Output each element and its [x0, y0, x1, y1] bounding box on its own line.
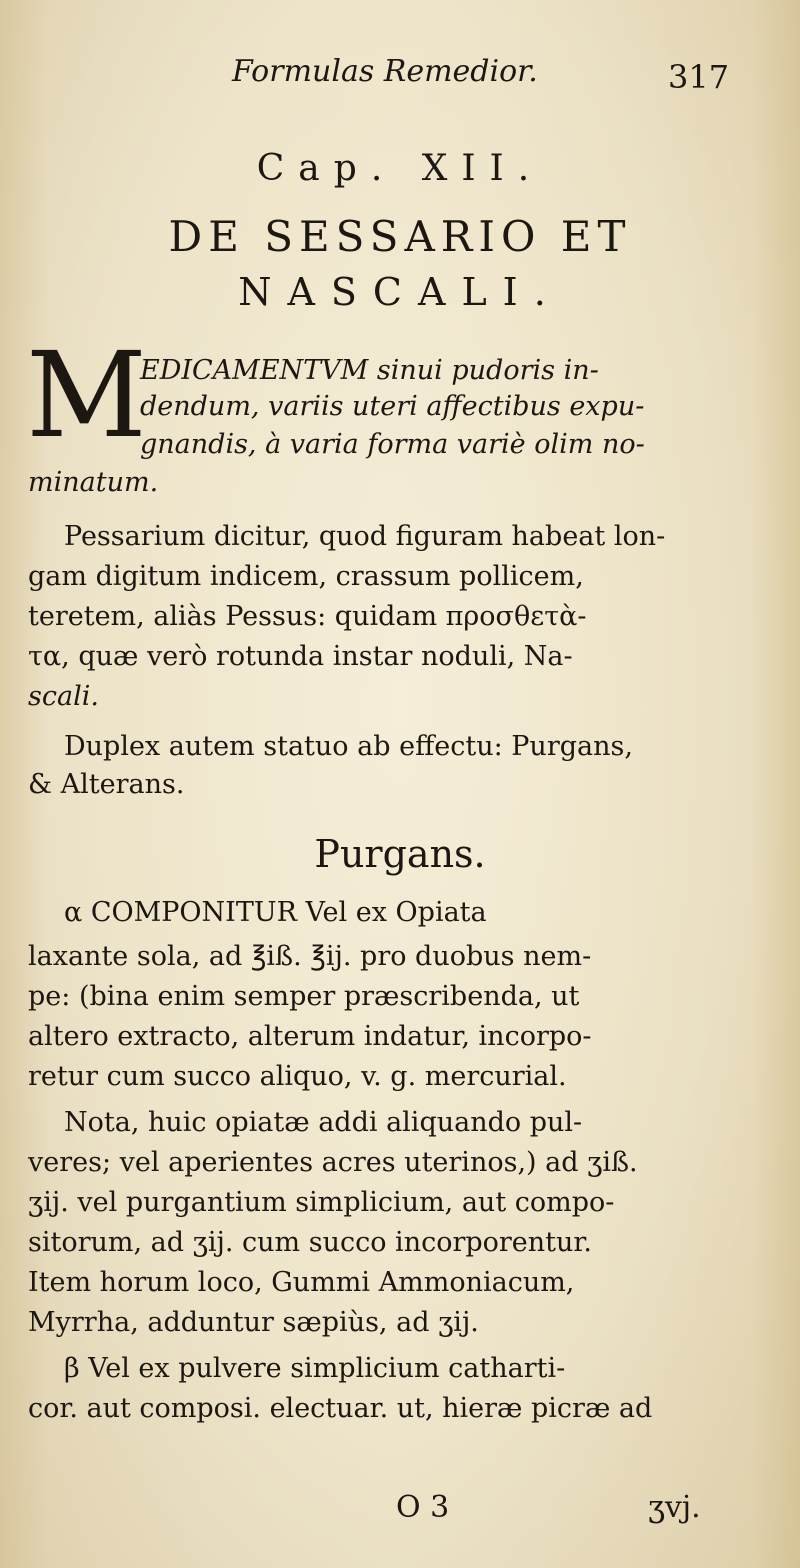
body-line-8: ʒij. vel purgantium simplicium, aut compo-: [28, 1187, 615, 1218]
chapter-title-line-2: NASCALI.: [238, 270, 562, 314]
drop-cap: M: [26, 326, 147, 464]
body-line-6: Nota, huic opiatæ addi aliquando pul-: [64, 1107, 583, 1138]
page-number: 317: [668, 58, 730, 96]
intro-line-3: gnandis, à varia forma variè olim no-: [140, 429, 645, 460]
paragraph1-line-5: scali.: [28, 681, 99, 712]
paragraph1-line-2: gam digitum indicem, crassum pollicem,: [28, 561, 584, 592]
body-line-1: α COMPONITUR Vel ex Opiata: [64, 897, 487, 928]
body-line-3: pe: (bina enim semper præscribenda, ut: [28, 981, 580, 1012]
body-line-12: β Vel ex pulvere simplicium catharti-: [64, 1353, 566, 1384]
paragraph1-line-3: teretem, aliàs Pessus: quidam προσθετὰ-: [28, 601, 587, 632]
body-line-5: retur cum succo aliquo, v. g. mercurial.: [28, 1061, 567, 1092]
chapter-title-line-1: DE SESSARIO ET: [168, 212, 632, 261]
paragraph2-line-2: & Alterans.: [28, 769, 185, 800]
intro-line-1: EDICAMENTVM sinui pudoris in-: [140, 355, 599, 386]
section-heading: Purgans.: [314, 832, 486, 876]
paragraph1-line-4: τα, quæ verò rotunda instar noduli, Na-: [28, 641, 573, 672]
body-line-2: laxante sola, ad ℥iß. ℥ij. pro duobus nem-: [28, 941, 592, 972]
chapter-heading: Cap. XII.: [256, 148, 544, 189]
intro-line-4: minatum.: [28, 467, 159, 498]
catchword: ʒvj.: [648, 1490, 701, 1525]
body-line-7: veres; vel aperientes acres uterinos,) ad ʒiß.: [28, 1147, 638, 1178]
body-line-11: Myrrha, adduntur sæpiùs, ad ʒij.: [28, 1307, 479, 1338]
signature-mark: O 3: [396, 1490, 450, 1525]
body-line-4: altero extracto, alterum indatur, incorpo-: [28, 1021, 592, 1052]
body-line-13: cor. aut composi. electuar. ut, hieræ picræ ad: [28, 1393, 653, 1424]
body-line-9: sitorum, ad ʒij. cum succo incorporentur.: [28, 1227, 592, 1258]
running-head: Formulas Remedior.: [232, 54, 538, 89]
body-line-10: Item horum loco, Gummi Ammoniacum,: [28, 1267, 575, 1298]
paragraph2-line-1: Duplex autem statuo ab effectu: Purgans,: [64, 731, 633, 762]
paragraph1-line-1: Pessarium dicitur, quod figuram habeat lon-: [64, 521, 666, 552]
intro-line-2: dendum, variis uteri affectibus expu-: [140, 391, 645, 422]
